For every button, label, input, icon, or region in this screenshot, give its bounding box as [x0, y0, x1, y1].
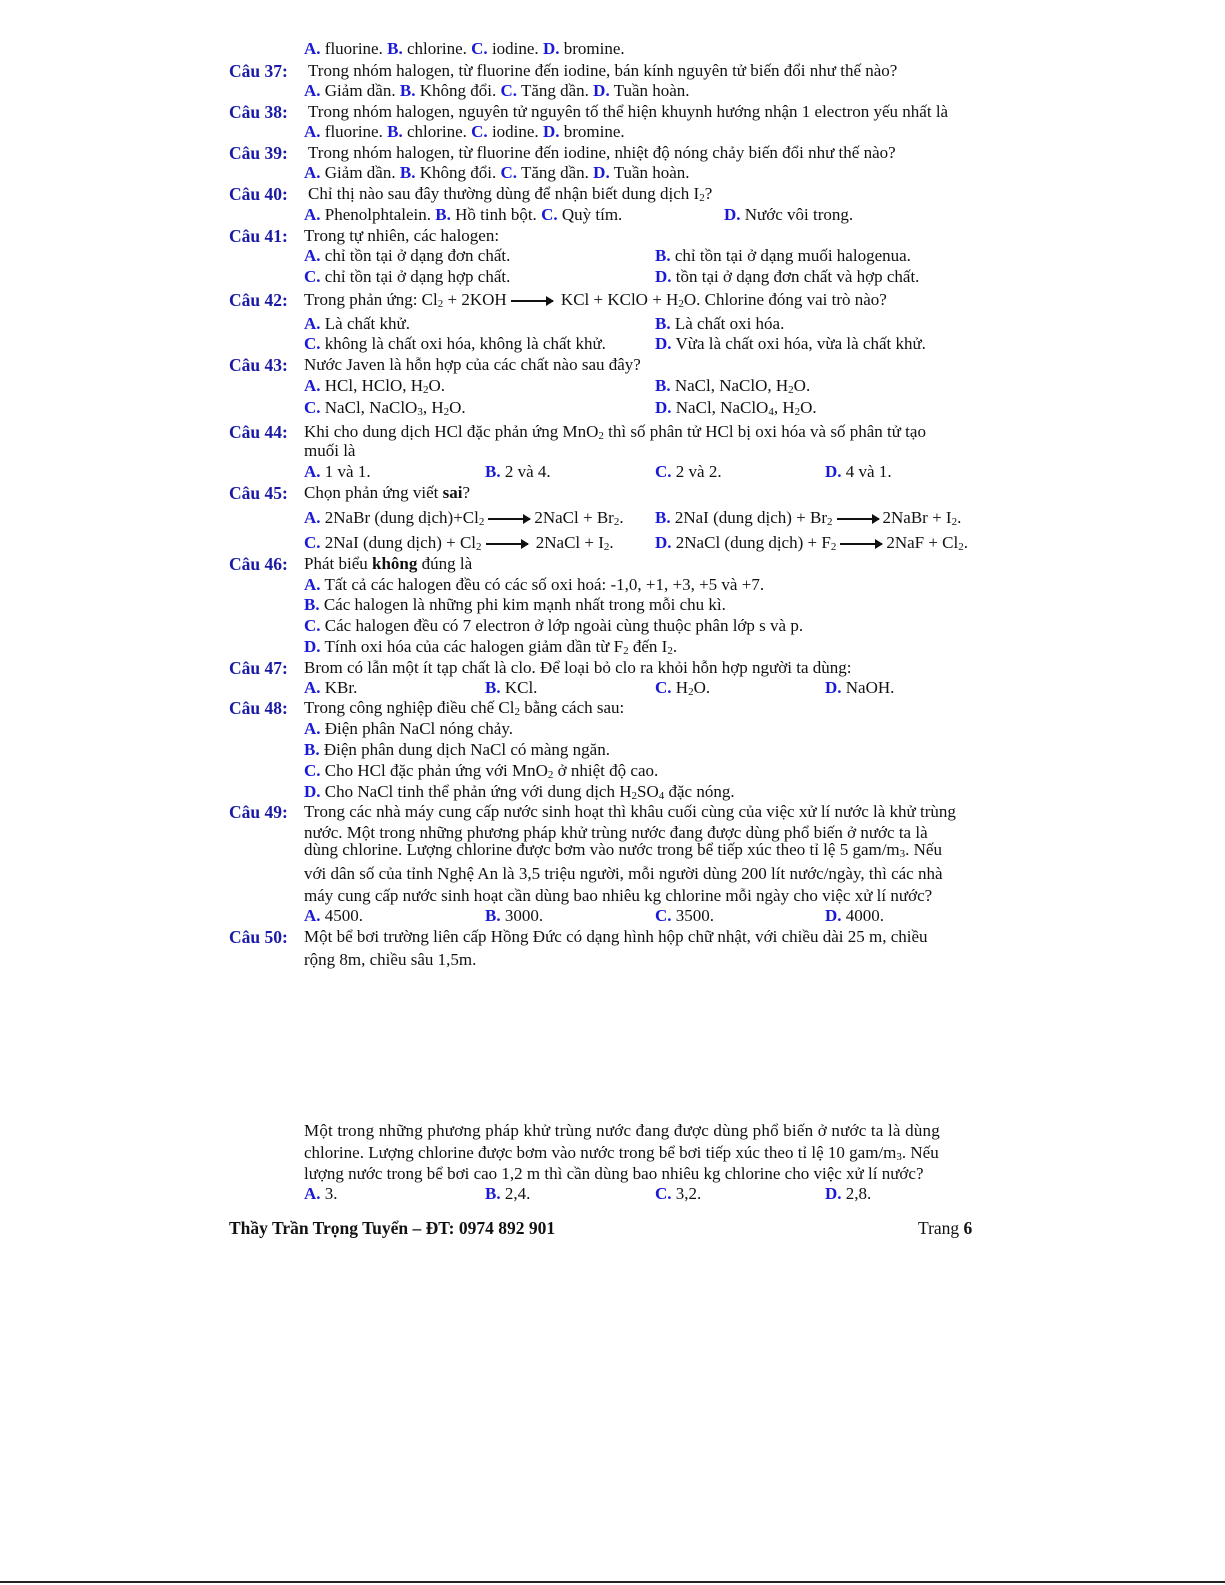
question-label: Câu 38:	[229, 102, 288, 122]
option-b: B. Điện phân dung dịch NaCl có màng ngăn.	[304, 740, 610, 759]
option-d: D. 4000.	[825, 906, 885, 925]
option-c: C. 3500.	[655, 906, 715, 925]
option-b: B. 2,4.	[485, 1184, 531, 1203]
question-label: Câu 37:	[229, 61, 288, 81]
question-text: Trong công nghiệp điều chế $Cl_2$ bằng cách sau:	[304, 698, 625, 718]
footer-page-number: Trang 6	[918, 1218, 973, 1238]
question-label: Câu 47:	[229, 658, 288, 678]
option-a: A. 2NaBr (dung $dịch)+Cl_2$ 2NaCl + $Br_2$.	[304, 508, 624, 528]
q38-options: A. fluorine. B. chlorine. C. iodine. D. bromine.	[304, 122, 625, 141]
option-c: C. 2 và 2.	[655, 462, 722, 481]
option-b: B. Các halogen là những phi kim mạnh nhất trong mỗi chu kì.	[304, 595, 726, 614]
question-text-cont: máy cung cấp nước sinh hoạt cần dùng bao nhiêu kg chlorine mỗi ngày cho việc xử lí nước?	[304, 886, 933, 905]
option-a: A. 1 và 1.	[304, 462, 371, 481]
question-label: Câu 50:	[229, 927, 288, 947]
question-text: Trong phản ứng: $Cl_2 + 2KOH$ KCl + KClO + $H_2O$. Chlorine đóng vai trò nào?	[304, 290, 887, 310]
question-text: Trong nhóm halogen, từ fluorine đến iodine, bán kính nguyên tử biến đổi như thế nào?	[308, 61, 898, 80]
option-c: C. Các halogen đều có 7 electron ở lớp ngoài cùng thuộc phân lớp s và p.	[304, 616, 804, 635]
question-text-cont: muối là	[304, 441, 356, 460]
question-label: Câu 48:	[229, 698, 288, 718]
q37-options: A. Giảm dần. B. Không đổi. C. Tăng dần. D. Tuần hoàn.	[304, 81, 690, 100]
reaction-arrow-icon	[837, 518, 879, 520]
option-d: D. Vừa là chất oxi hóa, vừa là chất khử.	[655, 334, 926, 353]
question-label: Câu 42:	[229, 290, 288, 310]
question-text: Brom có lẫn một ít tạp chất là clo. Để loại bỏ clo ra khỏi hỗn hợp người ta dùng:	[304, 658, 852, 677]
question-label: Câu 41:	[229, 226, 288, 246]
option-b: B. 2NaI (dung dịch) + $Br_2$ 2NaBr + $I_2$.	[655, 508, 962, 528]
question-text-cont: chlorine. Lượng chlorine được bơm vào nước trong bể bơi tiếp xúc theo tỉ lệ 10 gam/$m_3$. Nếu	[304, 1143, 939, 1163]
question-text: Chỉ thị nào sau đây thường dùng để nhận biết dung dịch $I_2$?	[308, 184, 713, 204]
question-text-cont: dùng chlorine. Lượng chlorine được bơm vào nước trong bể tiếp xúc theo tỉ lệ 5 gam/$m_3$. Nếu	[304, 840, 942, 860]
reaction-arrow-icon	[488, 518, 530, 520]
option-b: B. chỉ tồn tại ở dạng muối halogenua.	[655, 246, 911, 265]
option-c: C. chỉ tồn tại ở dạng hợp chất.	[304, 267, 511, 286]
option-c: C. 3,2.	[655, 1184, 702, 1203]
reaction-arrow-icon	[511, 300, 553, 302]
option-c: C. không là chất oxi hóa, không là chất khử.	[304, 334, 606, 353]
question-label: Câu 46:	[229, 554, 288, 574]
question-text: Khi cho dung dịch HCl đặc phản ứng MnO$_2$ thì số phân tử HCl bị oxi hóa và số phân tử tạo	[304, 422, 926, 442]
question-text-cont: Một trong những phương pháp khử trùng nước đang được dùng phổ biến ở nước ta là dùng	[304, 1121, 940, 1140]
footer-author: Thầy Trần Trọng Tuyển – ĐT: 0974 892 901	[229, 1218, 556, 1238]
option-b: B. NaCl, NaClO, $H_2O$.	[655, 376, 811, 396]
question-text-cont: với dân số của tỉnh Nghệ An là 3,5 triệu người, mỗi người dùng 200 lít nước/ngày, thì các nhà	[304, 864, 943, 883]
q40-option-d: D. Nước vôi trong.	[724, 205, 854, 224]
question-label: Câu 44:	[229, 422, 288, 442]
option-d: D. Tính oxi hóa của các halogen giảm dần từ $F_2$ đến $I_2$.	[304, 637, 678, 657]
question-text-cont: rộng 8m, chiều sâu 1,5m.	[304, 950, 477, 969]
question-text: Trong nhóm halogen, từ fluorine đến iodine, nhiệt độ nóng chảy biến đổi như thế nào?	[308, 143, 896, 162]
option-c: C. Cho HCl đặc phản ứng với MnO$_2$ ở nhiệt độ cao.	[304, 761, 659, 781]
option-a: A. 3.	[304, 1184, 338, 1203]
q36-options: A. fluorine. B. chlorine. C. iodine. D. bromine.	[304, 39, 625, 58]
question-text-cont: lượng nước trong bể bơi cao 1,2 m thì cần dùng bao nhiêu kg chlorine cho việc xử lí nước?	[304, 1164, 924, 1183]
option-d: D. tồn tại ở dạng đơn chất và hợp chất.	[655, 267, 920, 286]
option-a: A. chỉ tồn tại ở dạng đơn chất.	[304, 246, 511, 265]
option-d: D. 4 và 1.	[825, 462, 892, 481]
question-text: Phát biểu không đúng là	[304, 554, 473, 573]
option-c: C. $H_2O$.	[655, 678, 711, 698]
reaction-arrow-icon	[840, 543, 882, 545]
q40-options-abc: A. Phenolphtalein. B. Hồ tinh bột. C. Quỳ tím.	[304, 205, 623, 224]
question-text-cont: nước. Một trong những phương pháp khử trùng nước đang được dùng phổ biến ở nước ta là	[304, 823, 928, 842]
option-a: A. Điện phân NaCl nóng chảy.	[304, 719, 513, 738]
question-text: Chọn phản ứng viết sai?	[304, 483, 470, 502]
question-label: Câu 49:	[229, 802, 288, 822]
option-a: A. KBr.	[304, 678, 358, 697]
q39-options: A. Giảm dần. B. Không đổi. C. Tăng dần. D. Tuần hoàn.	[304, 163, 690, 182]
option-b: B. 3000.	[485, 906, 544, 925]
page-bottom-divider	[0, 1581, 1225, 1583]
question-text: Trong nhóm halogen, nguyên tử nguyên tố thể hiện khuynh hướng nhận 1 electron yếu nhất là	[308, 102, 949, 121]
question-text: Nước Javen là hỗn hợp của các chất nào sau đây?	[304, 355, 641, 374]
option-letter: A.	[304, 39, 321, 58]
option-b: B. 2 và 4.	[485, 462, 551, 481]
option-c: C. NaCl, NaClO$_3$, $H_2O$.	[304, 398, 466, 418]
option-a: A. 4500.	[304, 906, 364, 925]
option-a: A. Tất cả các halogen đều có các số oxi hoá: -1,0, +1, +3, +5 và +7.	[304, 575, 765, 594]
option-a: A. HCl, HClO, $H_2O$.	[304, 376, 446, 396]
option-d: D. Cho NaCl tinh thể phản ứng với dung dịch $H_2SO_4$ đặc nóng.	[304, 782, 735, 802]
option-d: D. 2,8.	[825, 1184, 872, 1203]
question-text: Trong tự nhiên, các halogen:	[304, 226, 500, 245]
option-b: B. KCl.	[485, 678, 538, 697]
question-label: Câu 39:	[229, 143, 288, 163]
option-d: D. 2NaCl (dung dịch) + $F_2$ $2NaF + Cl_2$.	[655, 533, 968, 553]
option-d: D. NaCl, NaClO$_4$, $H_2O$.	[655, 398, 817, 418]
option-b: B. Là chất oxi hóa.	[655, 314, 785, 333]
question-label: Câu 45:	[229, 483, 288, 503]
question-label: Câu 40:	[229, 184, 288, 204]
option-d: D. NaOH.	[825, 678, 895, 697]
reaction-arrow-icon	[486, 543, 528, 545]
question-text: Một bể bơi trường liên cấp Hồng Đức có dạng hình hộp chữ nhật, với chiều dài 25 m, chiều	[304, 927, 928, 946]
option-c: C. 2NaI (dung dịch) + $Cl_2$ 2NaCl + $I_2$.	[304, 533, 614, 553]
question-label: Câu 43:	[229, 355, 288, 375]
question-text: Trong các nhà máy cung cấp nước sinh hoạt thì khâu cuối cùng của việc xử lí nước là khử trùng	[304, 802, 956, 821]
option-a: A. Là chất khử.	[304, 314, 410, 333]
